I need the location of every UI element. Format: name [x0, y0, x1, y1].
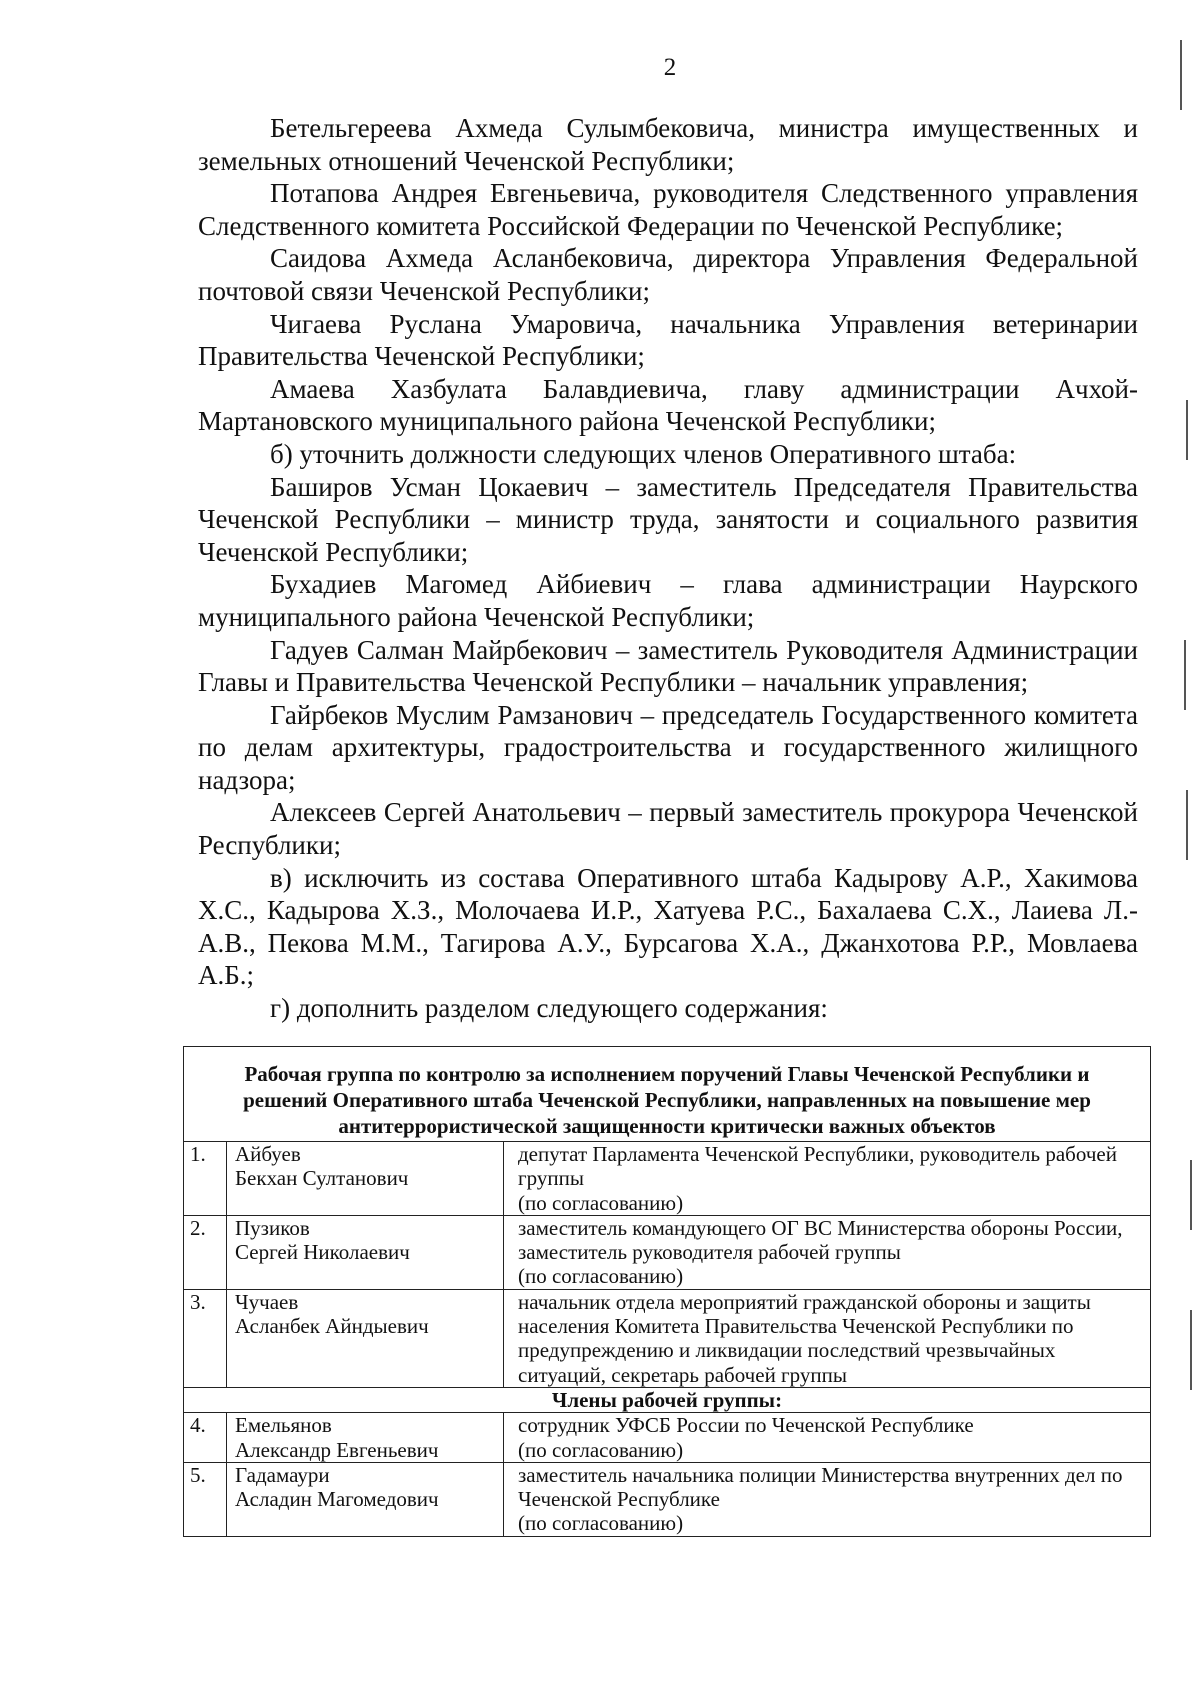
scan-margin-mark — [1184, 640, 1186, 710]
paragraph: Алексеев Сергей Анатольевич – первый заместитель прокурора Чеченской Республики; — [198, 797, 1138, 861]
surname: Гадамаури — [235, 1462, 330, 1487]
paragraph: Саидова Ахмеда Асланбековича, директора Управления Федеральной почтовой связи Чеченской Республики; — [198, 243, 1138, 306]
document-body — [198, 112, 1138, 1025]
person-name — [227, 1462, 504, 1536]
given-names: Александр Евгеньевич — [235, 1437, 439, 1462]
row-number: 5. — [184, 1462, 227, 1536]
given-names: Сергей Николаевич — [235, 1240, 410, 1265]
person-role — [504, 1413, 1151, 1463]
paragraph: г) дополнить разделом следующего содержания: — [270, 993, 828, 1024]
scan-margin-mark — [1186, 790, 1188, 860]
members-header-row — [184, 1387, 1151, 1412]
surname: Айбуев — [235, 1142, 301, 1166]
table-row — [184, 1215, 1151, 1289]
role-note: (по согласованию) — [518, 1190, 684, 1215]
paragraph: Гайрбеков Муслим Рамзанович – председатель Государственного комитета по делам архитектуры, градостроительства и государственного жилищного надзора; — [198, 699, 1138, 795]
person-name — [227, 1142, 504, 1216]
surname: Емельянов — [235, 1413, 332, 1438]
role-note: (по согласованию) — [518, 1437, 684, 1462]
role-note: (по согласованию) — [518, 1264, 684, 1289]
paragraph: Баширов Усман Цокаевич – заместитель Председателя Правительства Чеченской Республики – министр труда, занятости и социального развития Чеченской Республики; — [198, 471, 1138, 567]
paragraph: Гадуев Салман Майрбекович – заместитель Руководителя Администрации Главы и Правительства Чеченской Республики – начальник управления; — [198, 634, 1138, 698]
working-group-table-wrap — [183, 1046, 1151, 1537]
paragraph: Амаева Хазбулата Балавдиевича, главу администрации Ачхой-Мартановского муниципального района Чеченской Республики; — [198, 373, 1138, 437]
given-names: Асланбек Айндыевич — [235, 1314, 429, 1339]
row-number: 2. — [184, 1215, 227, 1289]
paragraph: Бухадиев Магомед Айбиевич – глава администрации Наурского муниципального района Чеченской Республики; — [198, 569, 1138, 632]
table-row — [184, 1413, 1151, 1463]
person-role — [504, 1462, 1151, 1536]
person-role — [504, 1289, 1151, 1387]
role-text: начальник отдела мероприятий гражданской обороны и защиты населения Комитета Правительства Чеченской Республики по предупреждению и ликвидации последствий чрезвычайных ситуаций, секретарь рабочей группы — [518, 1289, 1091, 1387]
surname: Пузиков — [235, 1215, 310, 1240]
table-title: Рабочая группа по контролю за исполнением поручений Главы Чеченской Республики и решений Оперативного штаба Чеченской Республики, направленных на повышение мер антитеррористической защищенности критически важных объектов — [184, 1047, 1151, 1142]
scan-margin-mark — [1190, 1310, 1192, 1390]
scan-margin-mark — [1186, 400, 1188, 460]
table-row — [184, 1142, 1151, 1216]
scan-margin-mark — [1180, 40, 1182, 110]
role-text: депутат Парламента Чеченской Республики, руководитель рабочей группы — [518, 1142, 1117, 1191]
row-number: 4. — [184, 1413, 227, 1463]
person-name — [227, 1289, 504, 1387]
given-names: Асладин Магомедович — [235, 1487, 439, 1512]
paragraph: Чигаева Руслана Умаровича, начальника Управления ветеринарии Правительства Чеченской Республики; — [198, 308, 1138, 372]
page-number: 2 — [663, 54, 677, 81]
row-number: 3. — [184, 1289, 227, 1387]
members-header: Члены рабочей группы: — [184, 1387, 1151, 1412]
paragraph: Потапова Андрея Евгеньевича, руководителя Следственного управления Следственного комитета Российской Федерации по Чеченской Республике; — [198, 178, 1138, 241]
row-number: 1. — [184, 1142, 227, 1216]
person-role — [504, 1142, 1151, 1216]
role-note: (по согласованию) — [518, 1511, 684, 1536]
person-name — [227, 1215, 504, 1289]
surname: Чучаев — [235, 1289, 299, 1314]
working-group-table — [183, 1046, 1151, 1537]
paragraph: Бетельгереева Ахмеда Сулымбековича, министра имущественных и земельных отношений Чеченской Республики; — [198, 113, 1138, 176]
given-names: Бекхан Султанович — [235, 1166, 409, 1191]
person-role — [504, 1215, 1151, 1289]
role-text: сотрудник УФСБ России по Чеченской Республике — [518, 1413, 974, 1438]
table-row — [184, 1462, 1151, 1536]
paragraph: в) исключить из состава Оперативного штаба Кадырову А.Р., Хакимова Х.С., Кадырова Х.З., Молочаева И.Р., Хатуева Р.С., Бахалаева С.Х., Лаиева Л.-А.В., Пекова М.М., Тагирова А.У., Бурсагова Х.А., Джанхотова Р.Р., Мовлаева А.Б.; — [198, 862, 1138, 991]
role-text: заместитель начальника полиции Министерства внутренних дел по Чеченской Республике — [518, 1462, 1123, 1512]
paragraph: б) уточнить должности следующих членов Оперативного штаба: — [270, 438, 1017, 469]
table-title-row — [184, 1047, 1151, 1142]
person-name — [227, 1413, 504, 1463]
table-row — [184, 1289, 1151, 1387]
role-text: заместитель командующего ОГ ВС Министерства обороны России, заместитель руководителя рабочей группы — [518, 1215, 1123, 1265]
scan-margin-mark — [1190, 1160, 1192, 1230]
